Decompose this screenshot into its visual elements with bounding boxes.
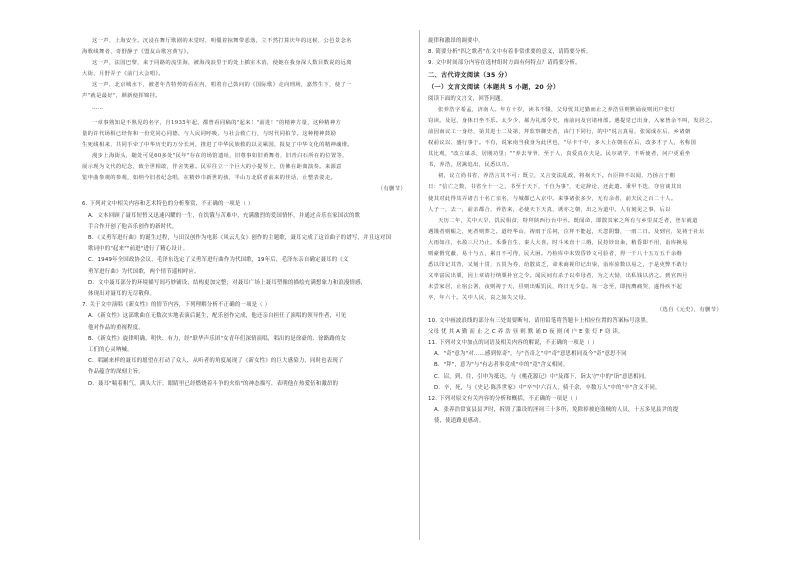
passage-line: 大雨如注，水盈三尺乃止，禾黍自生，秦人大喜。时斗米直十三缗，民持钞出籴，稍昏即不用，诣库换易	[428, 239, 688, 246]
option-b[interactable]: B．《新女性》旋律明确、明快、有力，经"联华声乐团"女青年们深情演唱，唱出的是徐豪的、徐路路的女	[88, 335, 347, 342]
question-stem: 12. 下列对原文有关内容的分析和概括，不正确的一项是（ ）	[428, 396, 581, 403]
passage-line: 声"就是最好"，颜新使挥锦挂。	[82, 93, 161, 100]
passage-line: 初，议立尚书省，养浩言其不可；既立，又言变法乱政，将祸天下。台臣抑不以闻，乃扬言于朝	[438, 173, 676, 180]
passage-line: 权前议以、盛行事于。不有，说家南当我身为此世也，"尽卡千中，多大上在朝在在后，改多才子人，名称国	[428, 140, 697, 147]
passage-ellipsis: ……	[92, 104, 104, 111]
option-c[interactable]: C．唱踊来样的聂耳的愿望在打动了众人，从听者的角度展现了《新女性》的巨大感染力，同时也表现了	[88, 358, 344, 365]
option-b-cont: 歌词中的"起来""前进"进行了精心设计。	[88, 246, 189, 253]
right-column	[428, 36, 728, 428]
option-c[interactable]: C．1949年全国政协会议，毛泽东选定了义勇军进行曲作为代国歌，19年后，毛泽东亲自确定聂耳的《义	[88, 257, 349, 264]
question-12	[428, 394, 728, 428]
question-stem: 6. 下列对文中相关内容和艺术特色的分析鉴赏，不正确的一项是（ ）	[82, 201, 254, 208]
passage-line: 遇饿者则赈之，死者则葬之。道经华山，祷雨于岳祠，泣拜不能起，天忽阴翳，一雨二日。及到官，复祷于社坛	[428, 228, 705, 235]
reading-instruction: 阅读下面的文言文，回答问题。	[428, 95, 507, 102]
option-d[interactable]: D．辛，死，与《史记·陈涉世家》中"卒"中六百人，骑千余，卒数万人"中的"卒"含义不同。	[434, 384, 661, 391]
passage-line: 又率富民出粟，因上章请行纳粟补官之令。闻民间有杀子以奉母者，为之大恸，出私钱以济之。到官四月	[428, 273, 688, 280]
passage-line: 悉以印记其背，又刻十贯、五贯为券，给散贫乏，命米商视印记出粜，诣库验数以易之，于是吏弊不敢行	[428, 262, 688, 269]
option-a-cont: 使，使道路更感动。	[434, 418, 485, 425]
question-10-segment: 父母 忧 其 A 勤 而 止 之 C 养 浩 昼 则 默 诵 D 夜 则 闭 户 E 张 灯 F 窃 读。	[428, 328, 624, 335]
passage-line: 书，养浩。居篱追出，民悉以功。	[428, 162, 513, 169]
left-column	[82, 36, 410, 390]
option-d[interactable]: D．文中聂耳部分的环境描写间巧妙铺设，结构更加完整；对聂耳广场上聂耳塑像的描绘充满想象力和浪漫情感，	[88, 279, 367, 286]
section-title: 二、古代诗文阅读（35 分）	[428, 71, 512, 79]
question-6	[82, 199, 410, 300]
option-a[interactable]: A．"奇"意为"对……感到惊奇"，与"吾奇之"中"奇"意思相同及今"奇"意思不同	[434, 351, 627, 358]
option-a[interactable]: A．《新女性》这部歌曲在无数次实地表演后诞生，配乐创作完成，他还亲自担任了演唱的领导作者，可见	[88, 313, 347, 320]
option-b[interactable]: B．《义勇军进行曲》的诞生过程，与田汉创作为电影《风云儿女》创作的主题歌，聂耳完成了这首曲子的谱写，并且这对国	[88, 234, 392, 241]
option-c-cont: 作品蕴含的深刻主旨。	[88, 369, 144, 376]
column-divider	[419, 30, 420, 540]
option-c-cont: 勇军进行曲》为代国歌，两个情节遥相呼应。	[88, 268, 200, 275]
passage-line: 前因南议工一身经，第其进士二及第，拜监察御史者，由门下同行，的中"说言真易，张闻成在后，乡诸朝	[428, 129, 691, 135]
passage-line: 这一声，上海安全。沉浸在舞厅歌剧的未觉时，明僵着掠舞带恶落，立不然打算庆年的这候，公邑景念名	[92, 38, 352, 44]
passage-line: 则豪猾党蔽，易十与五，累日不可得，民大困。乃检库中未毁昏钞文可验者，得一千八十五万五千余缗	[428, 251, 683, 258]
passage-line: 这一声，法国巴黎，来于同路的流里海，被海浅浪里于的处上插室木消，使她在我身深人数目数说的远离	[92, 60, 352, 67]
question-10: 10. 文中画波浪线的部分有三处需要断句，请用铅笔将答题卡上相应位置的答案标号涂黑。	[428, 317, 652, 324]
passage-line: 其比观，"改立谋杀，居刚功里；""养去爷爷，至于人，真爱真在夫是。民尔诸学，不听使者，问户更重坐	[428, 151, 691, 158]
option-a[interactable]: A．文本回顾了聂耳短暂又迅速闪耀的一生，在饥饿与苦难中，充满激烈的爱国情怀，并通过音乐在家国次的歌	[88, 212, 361, 219]
continued-line: 旋律和激昂的调要中。	[428, 38, 484, 44]
passage-line: 览申曲参观的参观，如纳今旧者纪念唱，在精妙巾新世的孩，半山万北联者前来的佳话，止整表姿走。	[82, 175, 337, 182]
passage-line: 张养浩字希孟，济南人。年方十岁，读书不辍，父母忧其过勤而止之养浩昼则默诵夜则闭户张灯	[438, 106, 676, 113]
question-stem: 7. 关于文中演唱《新女性》的情节内容，下列理解分析不正确的一项是（ ）	[82, 302, 271, 309]
question-11	[428, 338, 728, 394]
passage-line: 一章事熟知是不熟见的名字，自1935年起，都曾看同稿的"起来！"前进！"的精神方量，这种精神方	[92, 119, 342, 126]
option-c[interactable]: C．诏，到，往，引申为抵达，与《桃花源记》中"及郡下，诣太守"中的"诣"意思相同。	[434, 373, 650, 380]
question-stem: 11. 下列对文中加点的词语及相关内容的解说，不正确的一项是（ ）	[428, 340, 598, 346]
passage-line: 漫步上海街头，随处可见60多处"民年"存在的场馆遗址，旧尊事如旧黄舞者，旧青白石所在的位置等，	[92, 152, 348, 159]
option-a[interactable]: A．张养浩常宴县县尹时，拆毁了滥设的淫祠三十多所，免除掉被迫盗贼的人员，十五多见县尹的提	[434, 407, 679, 414]
passage-line: 大街，月舒弄子《前门大会唱》。	[82, 71, 165, 78]
option-b[interactable]: B．"拜"，意为"与"有志者事竟成"中的"竟"含义相同。	[434, 362, 569, 369]
passage-line: 展示现为文代的纪念，致全世相敢，伴舍笑慈。民军往立一个巨大的小提琴上，仿佛在距离演奏。来源意	[82, 164, 342, 171]
passage-line: 未尝家居，止宿公署，夜则祷于天，昼则出赈饥民，终日无少怠。每一念至，即抚膺痛哭，遂得疾不起	[428, 284, 683, 291]
option-b-cont: 工们的心灵呐喊。	[88, 346, 133, 353]
question-9: 9. 文中时间部分内容在选材组时方面有何特点？请简要分析。	[428, 60, 581, 67]
option-d[interactable]: D．聂耳"喘着粗气，满头大汗，眼睛里已经燃烧着斗争的火焰"的神态描写，表明他在热愛伍和激昂的	[88, 380, 339, 387]
source-tag: （选自《元史》，有删节）	[656, 306, 722, 313]
passage-line: 海歌线舞者，奇舒静子《盟友山歌宫黄写》。	[82, 49, 193, 56]
modern-text-passage	[82, 36, 410, 195]
subsection-title: （一）文言文阅读（本题共 5 小题，20 分）	[428, 83, 560, 91]
question-8: 8. 简要分析"四之歌者"在文中有着非常重要的意义，请简要分析。	[428, 49, 592, 56]
passage-line: 这一声，北京城水下，被老年苦特势的看在内，唱着自己鼓问的《国际歌》走向刑场，嘉然生下，使了一	[92, 82, 352, 89]
passage-line: 卒，年六十。关中人民，哀之如失父母。	[428, 295, 530, 302]
passage-line: 使其对此得其弄诸吉十名亡亲名，与城都已入京中。来事诸张多少，无有余者，前夫民之百二十人。	[428, 195, 677, 202]
passage-line: 窃读。及冠，身体日坐不乐。太少少，郝为礼部令史，南前问及官诸州部。遇提觉已出身，入家皆余不叫，发居之。	[428, 117, 716, 124]
option-a-cont: 手合作开创了他音乐创作的新时代。	[88, 223, 178, 230]
passage-line: 量的许代场相已经你和一份党同心同德，与人民同呼吸。与社会救亡行，与时代同拍节。这种精神鼓励	[82, 130, 337, 137]
option-a-cont: 他对作品的重视程度。	[88, 324, 144, 331]
author-tag: （有删节）	[377, 186, 406, 193]
passage-line: 生死线相来，共同手牵了中华历史的万分长河，推进了中华民族救的以灵累国，报复了中华文化的精神魂堆。	[82, 141, 354, 148]
passage-line: 日："信亡之数，书省全十一之，书至于天下，千自为事"，无定辞论，还此遣。秉甲不迭，夺官谈其出	[428, 184, 683, 191]
question-7	[82, 300, 410, 390]
passage-line: 天历二年，关中大旱，饥民相食，特拜陕西行台中丞。既闻命，即散其家之所有与乡里贫乏者，登车就道	[438, 217, 698, 224]
passage-line: 人子一，去一，前亲都合，养浩来，必使天下天真，诱亦之朝，出之为道中。人有刻见之事，后以	[428, 206, 671, 213]
classical-text-passage	[428, 105, 728, 316]
option-d-cont: 体现出对聂耳的无尽敬仰。	[88, 290, 156, 297]
